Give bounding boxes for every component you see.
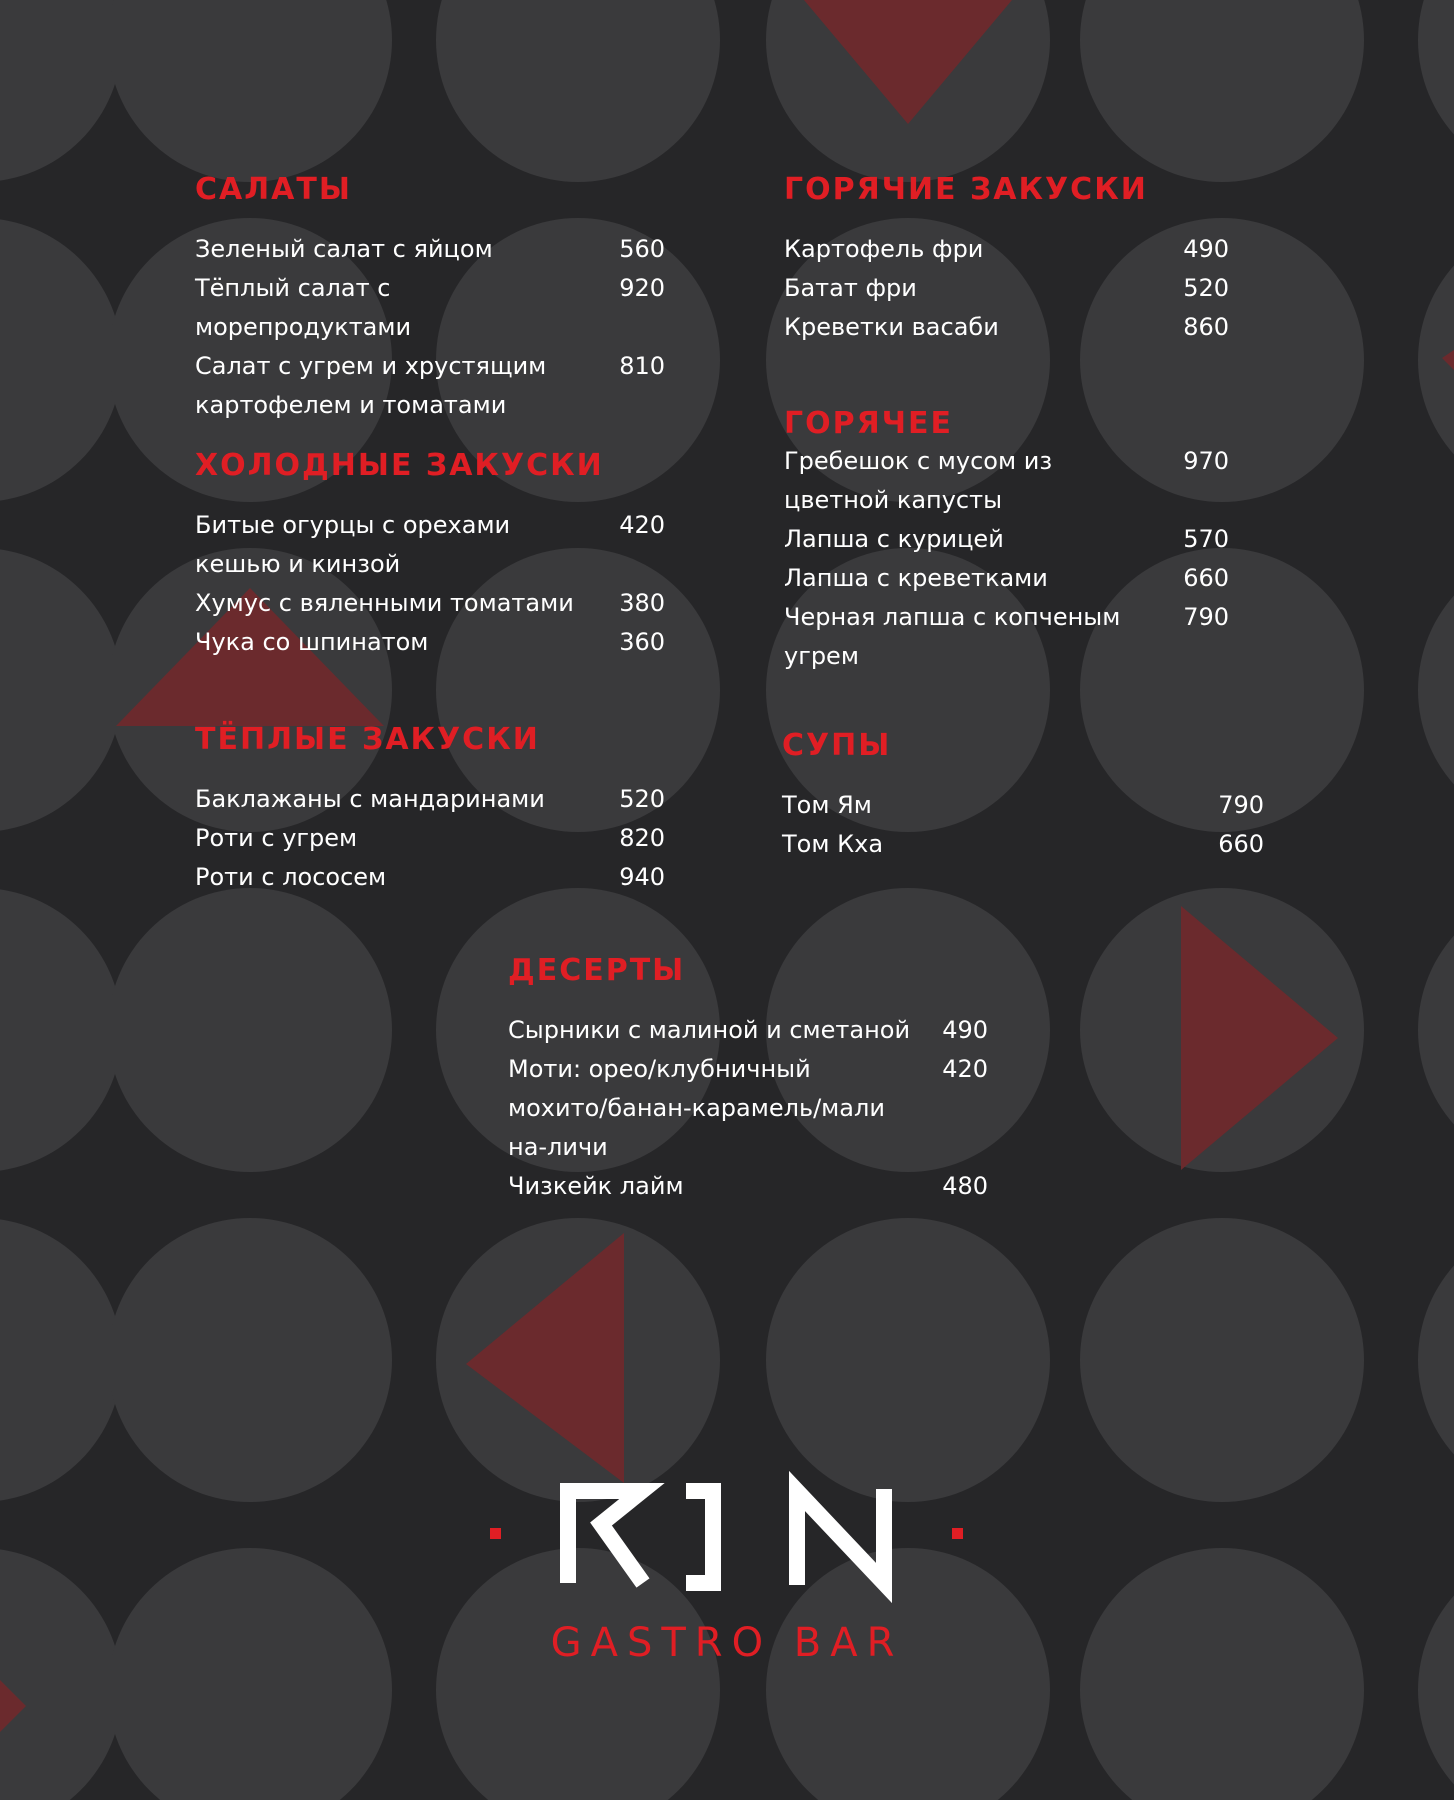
menu-item [784, 598, 1229, 676]
menu-item [195, 623, 665, 662]
bg-circle [108, 888, 392, 1172]
item-name: Том Ям [782, 791, 872, 819]
item-price: 860 [1183, 313, 1229, 341]
menu-item [782, 786, 1264, 825]
item-price: 820 [619, 824, 665, 852]
bg-circle [108, 1218, 392, 1502]
item-name: Роти с лососем [195, 863, 387, 891]
item-name: Тёплый салат с морепродуктами [195, 274, 412, 341]
menu-item [784, 559, 1229, 598]
item-price: 420 [942, 1055, 988, 1083]
menu-item [195, 858, 665, 897]
section-soups [782, 728, 1264, 864]
section-cold-starters [195, 448, 665, 662]
item-name: Зеленый салат с яйцом [195, 235, 493, 263]
item-name: Лапша с курицей [784, 525, 1004, 553]
section-salads [195, 172, 665, 425]
item-name: Картофель фри [784, 235, 984, 263]
menu-item [195, 269, 665, 347]
menu-item [784, 442, 1229, 520]
item-list [508, 1011, 988, 1206]
item-price: 490 [942, 1016, 988, 1044]
menu-item [508, 1011, 988, 1050]
item-name: Битые огурцы с орехами кешью и кинзой [195, 511, 511, 578]
menu-item [195, 506, 665, 584]
menu-item [782, 825, 1264, 864]
bg-circle [766, 1218, 1050, 1502]
item-name: Роти с угрем [195, 824, 358, 852]
item-name: Баклажаны с мандаринами [195, 785, 545, 813]
item-name: Креветки васаби [784, 313, 999, 341]
bg-circle [1418, 548, 1454, 832]
item-list [784, 442, 1229, 676]
item-price: 810 [619, 352, 665, 380]
section-title: ГОРЯЧЕЕ [784, 406, 953, 441]
item-price: 790 [1183, 603, 1229, 631]
item-name: Сырники с малиной и сметаной [508, 1016, 911, 1044]
item-name: Том Кха [782, 830, 884, 858]
menu-item [195, 347, 665, 425]
item-name: Моти: орео/клубничный мохито/банан-карамель/мали на-личи [508, 1055, 885, 1161]
section-warm-starters [195, 722, 665, 897]
item-price: 360 [619, 628, 665, 656]
item-price: 790 [1218, 791, 1264, 819]
section-hot-starters [784, 172, 1229, 347]
menu-item [784, 230, 1229, 269]
item-name: Батат фри [784, 274, 917, 302]
section-hot [784, 406, 1229, 676]
bg-circle [1418, 1218, 1454, 1502]
bg-circle [0, 548, 122, 832]
item-price: 660 [1183, 564, 1229, 592]
menu-item [508, 1050, 988, 1167]
menu-item [784, 308, 1229, 347]
item-name: Чизкейк лайм [508, 1172, 684, 1200]
item-price: 920 [619, 274, 665, 302]
item-list [784, 230, 1229, 347]
item-name: Лапша с креветками [784, 564, 1048, 592]
item-list [195, 230, 665, 425]
section-title: ХОЛОДНЫЕ ЗАКУСКИ [195, 448, 604, 483]
bg-circle [0, 0, 122, 182]
item-price: 420 [619, 511, 665, 539]
item-price: 560 [619, 235, 665, 263]
bg-circle [0, 218, 122, 502]
section-title: ГОРЯЧИЕ ЗАКУСКИ [784, 172, 1148, 207]
item-list [195, 780, 665, 897]
item-price: 380 [619, 589, 665, 617]
bg-circle [108, 0, 392, 182]
item-price: 520 [619, 785, 665, 813]
item-name: Черная лапша с копченым угрем [784, 603, 1121, 670]
bg-circle [1418, 0, 1454, 182]
menu-item [195, 819, 665, 858]
menu-item [784, 269, 1229, 308]
section-desserts [508, 953, 988, 1206]
menu-item [195, 780, 665, 819]
item-price: 480 [942, 1172, 988, 1200]
section-title: СУПЫ [782, 728, 892, 763]
item-price: 520 [1183, 274, 1229, 302]
bg-circle [0, 888, 122, 1172]
item-price: 660 [1218, 830, 1264, 858]
brand-subtitle: GASTRO BAR [550, 1620, 904, 1666]
bg-circle [0, 1218, 122, 1502]
item-price: 940 [619, 863, 665, 891]
section-title: ДЕСЕРТЫ [508, 953, 686, 988]
menu-item [195, 584, 665, 623]
item-list [195, 506, 665, 662]
item-name: Чука со шпинатом [195, 628, 429, 656]
bg-circle [436, 0, 720, 182]
item-name: Гребешок с мусом из цветной капусты [784, 447, 1053, 514]
item-name: Салат с угрем и хрустящим картофелем и томатами [195, 352, 547, 419]
item-price: 970 [1183, 447, 1229, 475]
bg-circle [1080, 1218, 1364, 1502]
item-price: 570 [1183, 525, 1229, 553]
menu-item [195, 230, 665, 269]
section-title: ТЁПЛЫЕ ЗАКУСКИ [195, 722, 540, 757]
item-list [782, 786, 1264, 864]
menu-item [508, 1167, 988, 1206]
bg-circle [1418, 888, 1454, 1172]
item-price: 490 [1183, 235, 1229, 263]
item-name: Хумус с вяленными томатами [195, 589, 574, 617]
menu-item [784, 520, 1229, 559]
bg-circle [1080, 0, 1364, 182]
section-title: САЛАТЫ [195, 172, 352, 207]
